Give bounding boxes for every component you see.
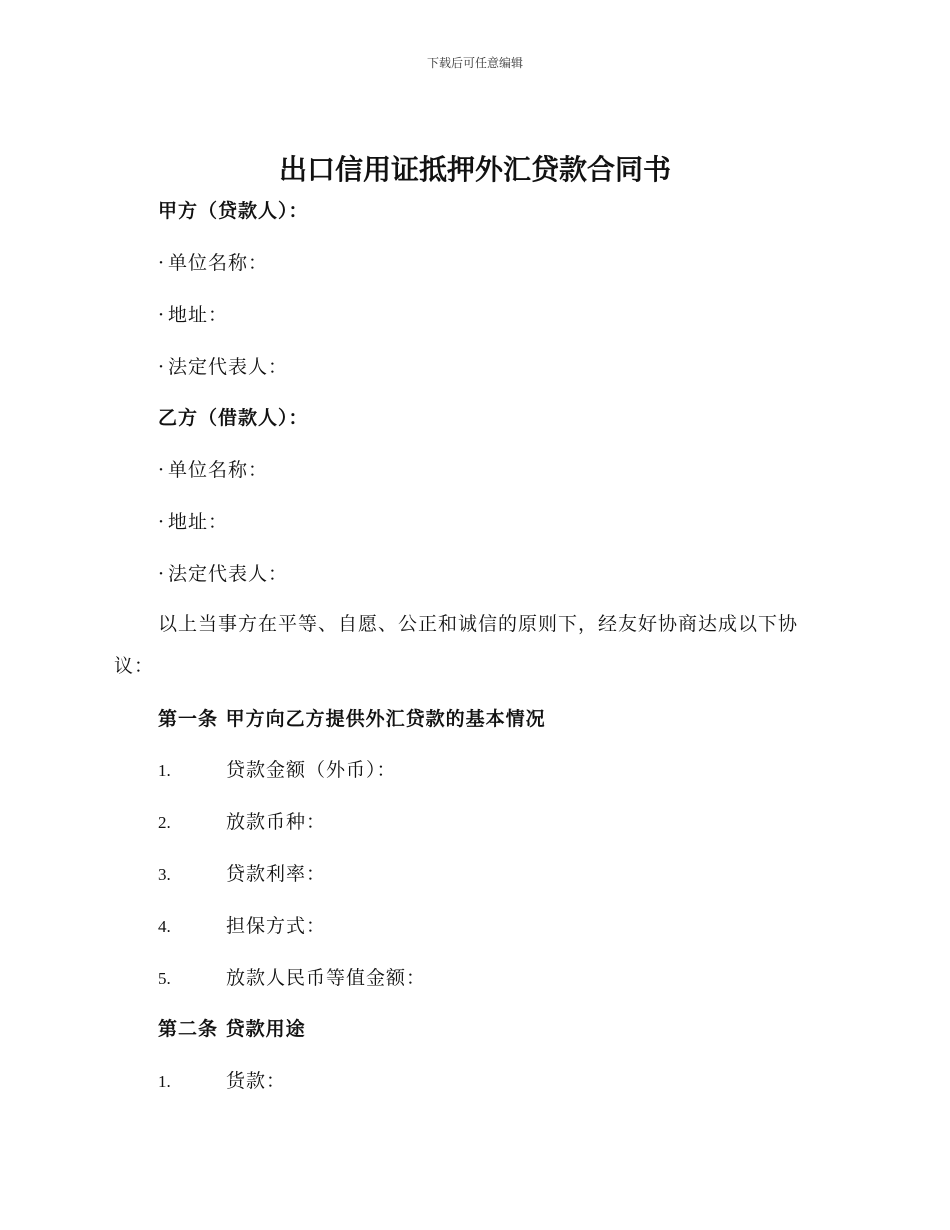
party-b-field-name: · 单位名称： (158, 459, 269, 481)
intro-paragraph: 以上当事方在平等、自愿、公正和诚信的原则下，经友好协商达成以下协议： (114, 613, 799, 677)
article-1-item-number: 5. (158, 969, 171, 988)
article-1-item-text: 担保方式： (226, 915, 327, 937)
party-a-field-address: · 地址： (158, 304, 229, 326)
party-a-heading: 甲方（贷款人）： (158, 200, 309, 222)
article-1-item-text: 贷款金额（外币）： (226, 759, 397, 781)
party-a-field-representative: · 法定代表人： (158, 356, 289, 378)
article-1-item-number: 3. (158, 865, 171, 884)
article-1-item-number: 4. (158, 917, 171, 936)
article-1-item-number: 1. (158, 761, 171, 780)
article-1-item-text: 放款人民币等值金额： (226, 967, 427, 989)
article-1-item-text: 放款币种： (226, 811, 327, 833)
article-1-heading: 第一条 甲方向乙方提供外汇贷款的基本情况 (158, 708, 546, 730)
document-title: 出口信用证抵押外汇贷款合同书 (278, 153, 671, 186)
party-a-field-name: · 单位名称： (158, 252, 269, 274)
article-1-item-number: 2. (158, 813, 171, 832)
article-1-item-text: 贷款利率： (226, 863, 327, 885)
article-2-item-text: 货款： (226, 1070, 287, 1092)
header-note: 下载后可任意编辑 (426, 56, 523, 70)
party-b-field-address: · 地址： (158, 511, 229, 533)
party-b-heading: 乙方（借款人）： (158, 407, 309, 429)
party-b-field-representative: · 法定代表人： (158, 563, 289, 585)
article-2-heading: 第二条 贷款用途 (158, 1018, 306, 1040)
article-2-item-number: 1. (158, 1072, 171, 1091)
